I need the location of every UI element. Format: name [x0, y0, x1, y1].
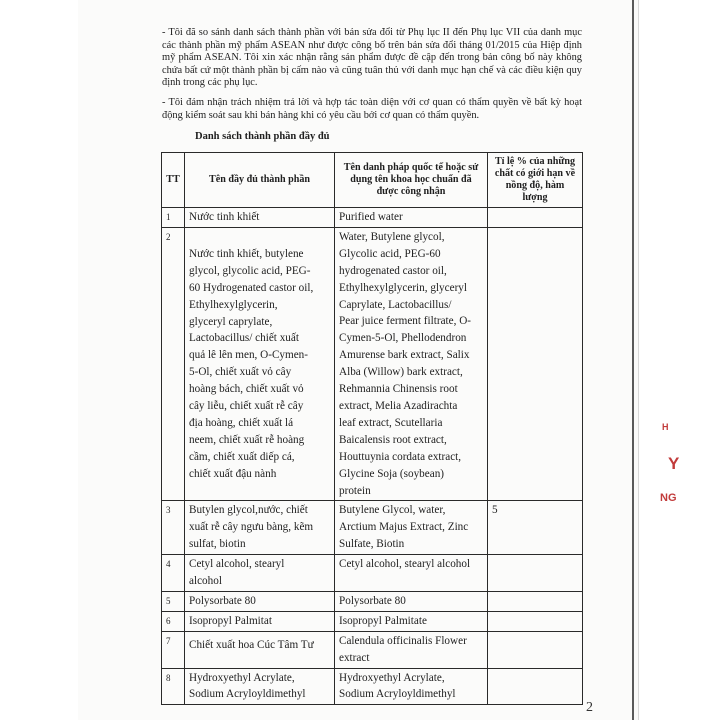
ingredient-table	[161, 152, 583, 705]
ingredient-limit	[488, 227, 583, 501]
row-number: 5	[162, 591, 185, 611]
ingredient-name: Nước tinh khiết, butylene glycol, glycolic acid, PEG- 60 Hydrogenated castor oil, Ethylhexylglycerin, glyceryl caprylate, Lactobacillus/ chiết xuất quả lê lên men, O-Cymen- 5-Ol, chiết xuất vỏ cây hoàng bách, chiết xuất vỏ cây liễu, chiết xuất rễ cây địa hoàng, chiết xuất lá neem, chiết xuất rễ hoàng cầm, chiết xuất diếp cá, chiết xuất đậu nành	[185, 227, 335, 501]
row-number: 7	[162, 631, 185, 668]
ingredient-inci: Isopropyl Palmitate	[335, 611, 488, 631]
declaration-paragraph-1: - Tôi đã so sánh danh sách thành phần với bản sửa đổi từ Phụ lục II đến Phụ lục VII của danh mục các thành phần mỹ phẩm ASEAN như được công bố trên bản sửa đổi tháng 01/2015 của Hiệp định mỹ phẩm ASEAN. Tôi xin xác nhận rằng sản phẩm được đề cập đến trong bản công bố này không chứa bất cứ một thành phần bị cấm nào và cũng tuân thủ với danh mục hạn chế và các điều kiện quy định trong các phụ lục.	[162, 27, 582, 89]
header-tt: TT	[162, 153, 185, 208]
table-row	[162, 668, 583, 705]
ingredient-name: Polysorbate 80	[185, 591, 335, 611]
stamp-fragment-ng: NG	[660, 492, 677, 504]
partial-stamp	[660, 410, 720, 520]
table-row	[162, 591, 583, 611]
ingredient-name: Nước tinh khiết	[185, 208, 335, 228]
ingredient-name: Isopropyl Palmitat	[185, 611, 335, 631]
page-number: 2	[586, 700, 593, 715]
table-row	[162, 227, 583, 501]
ingredient-inci: Polysorbate 80	[335, 591, 488, 611]
ingredient-limit	[488, 631, 583, 668]
ingredient-limit	[488, 591, 583, 611]
row-number: 2	[162, 227, 185, 501]
table-row	[162, 501, 583, 555]
header-inci-name: Tên danh pháp quốc tế hoặc sử dụng tên khoa học chuẩn đã được công nhận	[335, 153, 488, 208]
ingredient-name: Cetyl alcohol, stearyl alcohol	[185, 555, 335, 592]
ingredient-limit	[488, 611, 583, 631]
ingredient-inci: Purified water	[335, 208, 488, 228]
ingredient-limit	[488, 668, 583, 705]
row-number: 3	[162, 501, 185, 555]
header-limit-percent: Tỉ lệ % của những chất có giới hạn về nồng độ, hàm lượng	[488, 153, 583, 208]
row-number: 6	[162, 611, 185, 631]
stamp-fragment-y: Y	[668, 454, 680, 473]
page-edge-shadow	[632, 0, 634, 720]
ingredient-name: Hydroxyethyl Acrylate, Sodium Acryloyldimethyl	[185, 668, 335, 705]
table-header-row	[162, 153, 583, 208]
row-number: 4	[162, 555, 185, 592]
declaration-paragraph-2: - Tôi đảm nhận trách nhiệm trả lời và hợp tác toàn diện với cơ quan có thẩm quyền về bất kỳ hoạt động kiểm soát sau khi bán hàng khi có yêu cầu bởi cơ quan có thẩm quyền.	[162, 97, 582, 121]
table-row	[162, 631, 583, 668]
ingredient-inci: Hydroxyethyl Acrylate, Sodium Acryloyldimethyl	[335, 668, 488, 705]
ingredient-limit	[488, 555, 583, 592]
ingredient-name: Chiết xuất hoa Cúc Tâm Tư	[185, 631, 335, 668]
header-full-name: Tên đầy đủ thành phần	[185, 153, 335, 208]
ingredient-inci: Water, Butylene glycol, Glycolic acid, PEG-60 hydrogenated castor oil, Ethylhexylglycerin, glyceryl Caprylate, Lactobacillus/ Pear juice ferment filtrate, O- Cymen-5-Ol, Phellodendron Amurense bark extract, Salix Alba (Willow) bark extract, Rehmannia Chinensis root extract, Melia Azadirachta leaf extract, Scutellaria Baicalensis root extract, Houttuynia cordata extract, Glycine Soja (soybean) protein	[335, 227, 488, 501]
ingredient-name: Butylen glycol,nước, chiết xuất rễ cây ngưu bàng, kẽm sulfat, biotin	[185, 501, 335, 555]
ingredient-inci: Calendula officinalis Flower extract	[335, 631, 488, 668]
ingredient-inci: Cetyl alcohol, stearyl alcohol	[335, 555, 488, 592]
ingredient-limit: 5	[488, 501, 583, 555]
table-row	[162, 611, 583, 631]
row-number: 1	[162, 208, 185, 228]
table-row	[162, 555, 583, 592]
ingredient-list-title: Danh sách thành phần đầy đủ	[195, 131, 330, 142]
stamp-fragment-h: H	[662, 422, 669, 432]
table-row	[162, 208, 583, 228]
row-number: 8	[162, 668, 185, 705]
ingredient-inci: Butylene Glycol, water, Arctium Majus Extract, Zinc Sulfate, Biotin	[335, 501, 488, 555]
ingredient-limit	[488, 208, 583, 228]
